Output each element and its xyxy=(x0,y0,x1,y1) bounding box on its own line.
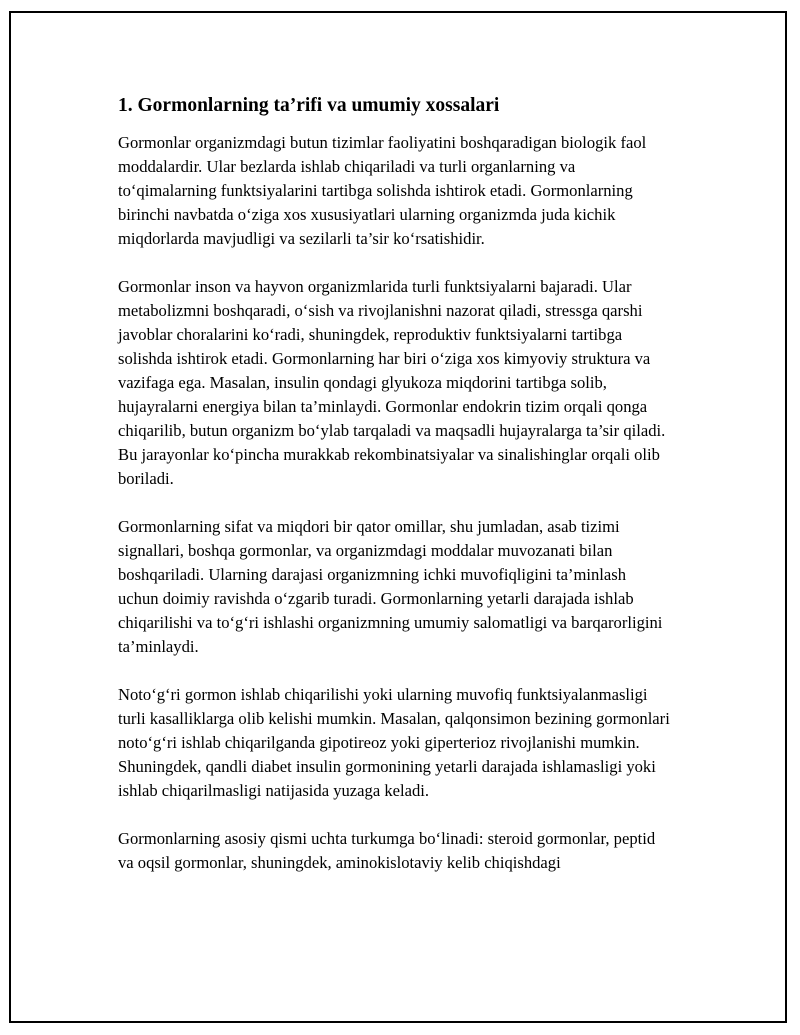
paragraph-4: Noto‘g‘ri gormon ishlab chiqarilishi yoki ularning muvofiq funktsiyalanmasligi turli kasalliklarga olib kelishi mumkin. Masalan, qalqonsimon bezining gormonlari noto‘g‘ri ishlab chiqarilganda gipotireoz yoki giperterioz rivojlanishi mumkin. Shuningdek, qandli diabet insulin gormonining yetarli darajada ishlamasligi yoki ishlab chiqarilmasligi natijasida yuzaga keladi. xyxy=(118,685,670,800)
paragraph-1: Gormonlar organizmdagi butun tizimlar faoliyatini boshqaradigan biologik faol moddalardir. Ular bezlarda ishlab chiqariladi va turli organlarning va to‘qimalarning funktsiyalarini tartibga solishda ishtirok etadi. Gormonlarning birinchi navbatda o‘ziga xos xususiyatlari ularning organizmda juda kichik miqdorlarda mavjudligi va sezilarli ta’sir ko‘rsatishidir. xyxy=(118,133,647,248)
paragraph-5: Gormonlarning asosiy qismi uchta turkumga bo‘linadi: steroid gormonlar, peptid va oqsil gormonlar, shuningdek, aminokislotaviy kelib chiqishdagi xyxy=(118,829,656,872)
section-title: 1. Gormonlarning ta’rifi va umumiy xossalari xyxy=(118,95,500,116)
document-body xyxy=(118,92,670,899)
paragraph-2: Gormonlar inson va hayvon organizmlarida turli funktsiyalarni bajaradi. Ular metabolizmni boshqaradi, o‘sish va rivojlanishni nazorat qiladi, stressga qarshi javoblar choralarini ko‘radi, shuningdek, reproduktiv funktsiyalarni tartibga solishda ishtirok etadi. Gormonlarning har biri o‘ziga xos kimyoviy struktura va vazifaga ega. Masalan, insulin qondagi glyukoza miqdorini tartibga solib, hujayralarni energiya bilan ta’minlaydi. Gormonlar endokrin tizim orqali qonga chiqarilib, butun organizm bo‘ylab tarqaladi va maqsadli hujayralarga ta’sir qiladi. Bu jarayonlar ko‘pincha murakkab rekombinatsiyalar va sinalishinglar orqali olib boriladi. xyxy=(118,277,666,488)
paragraph-3: Gormonlarning sifat va miqdori bir qator omillar, shu jumladan, asab tizimi signallari, boshqa gormonlar, va organizmdagi moddalar muvozanati bilan boshqariladi. Ularning darajasi organizmning ichki muvofiqligini ta’minlash uchun doimiy ravishda o‘zgarib turadi. Gormonlarning yetarli darajada ishlab chiqarilishi va to‘g‘ri ishlashi organizmning umumiy salomatligi va barqarorligini ta’minlaydi. xyxy=(118,517,663,656)
